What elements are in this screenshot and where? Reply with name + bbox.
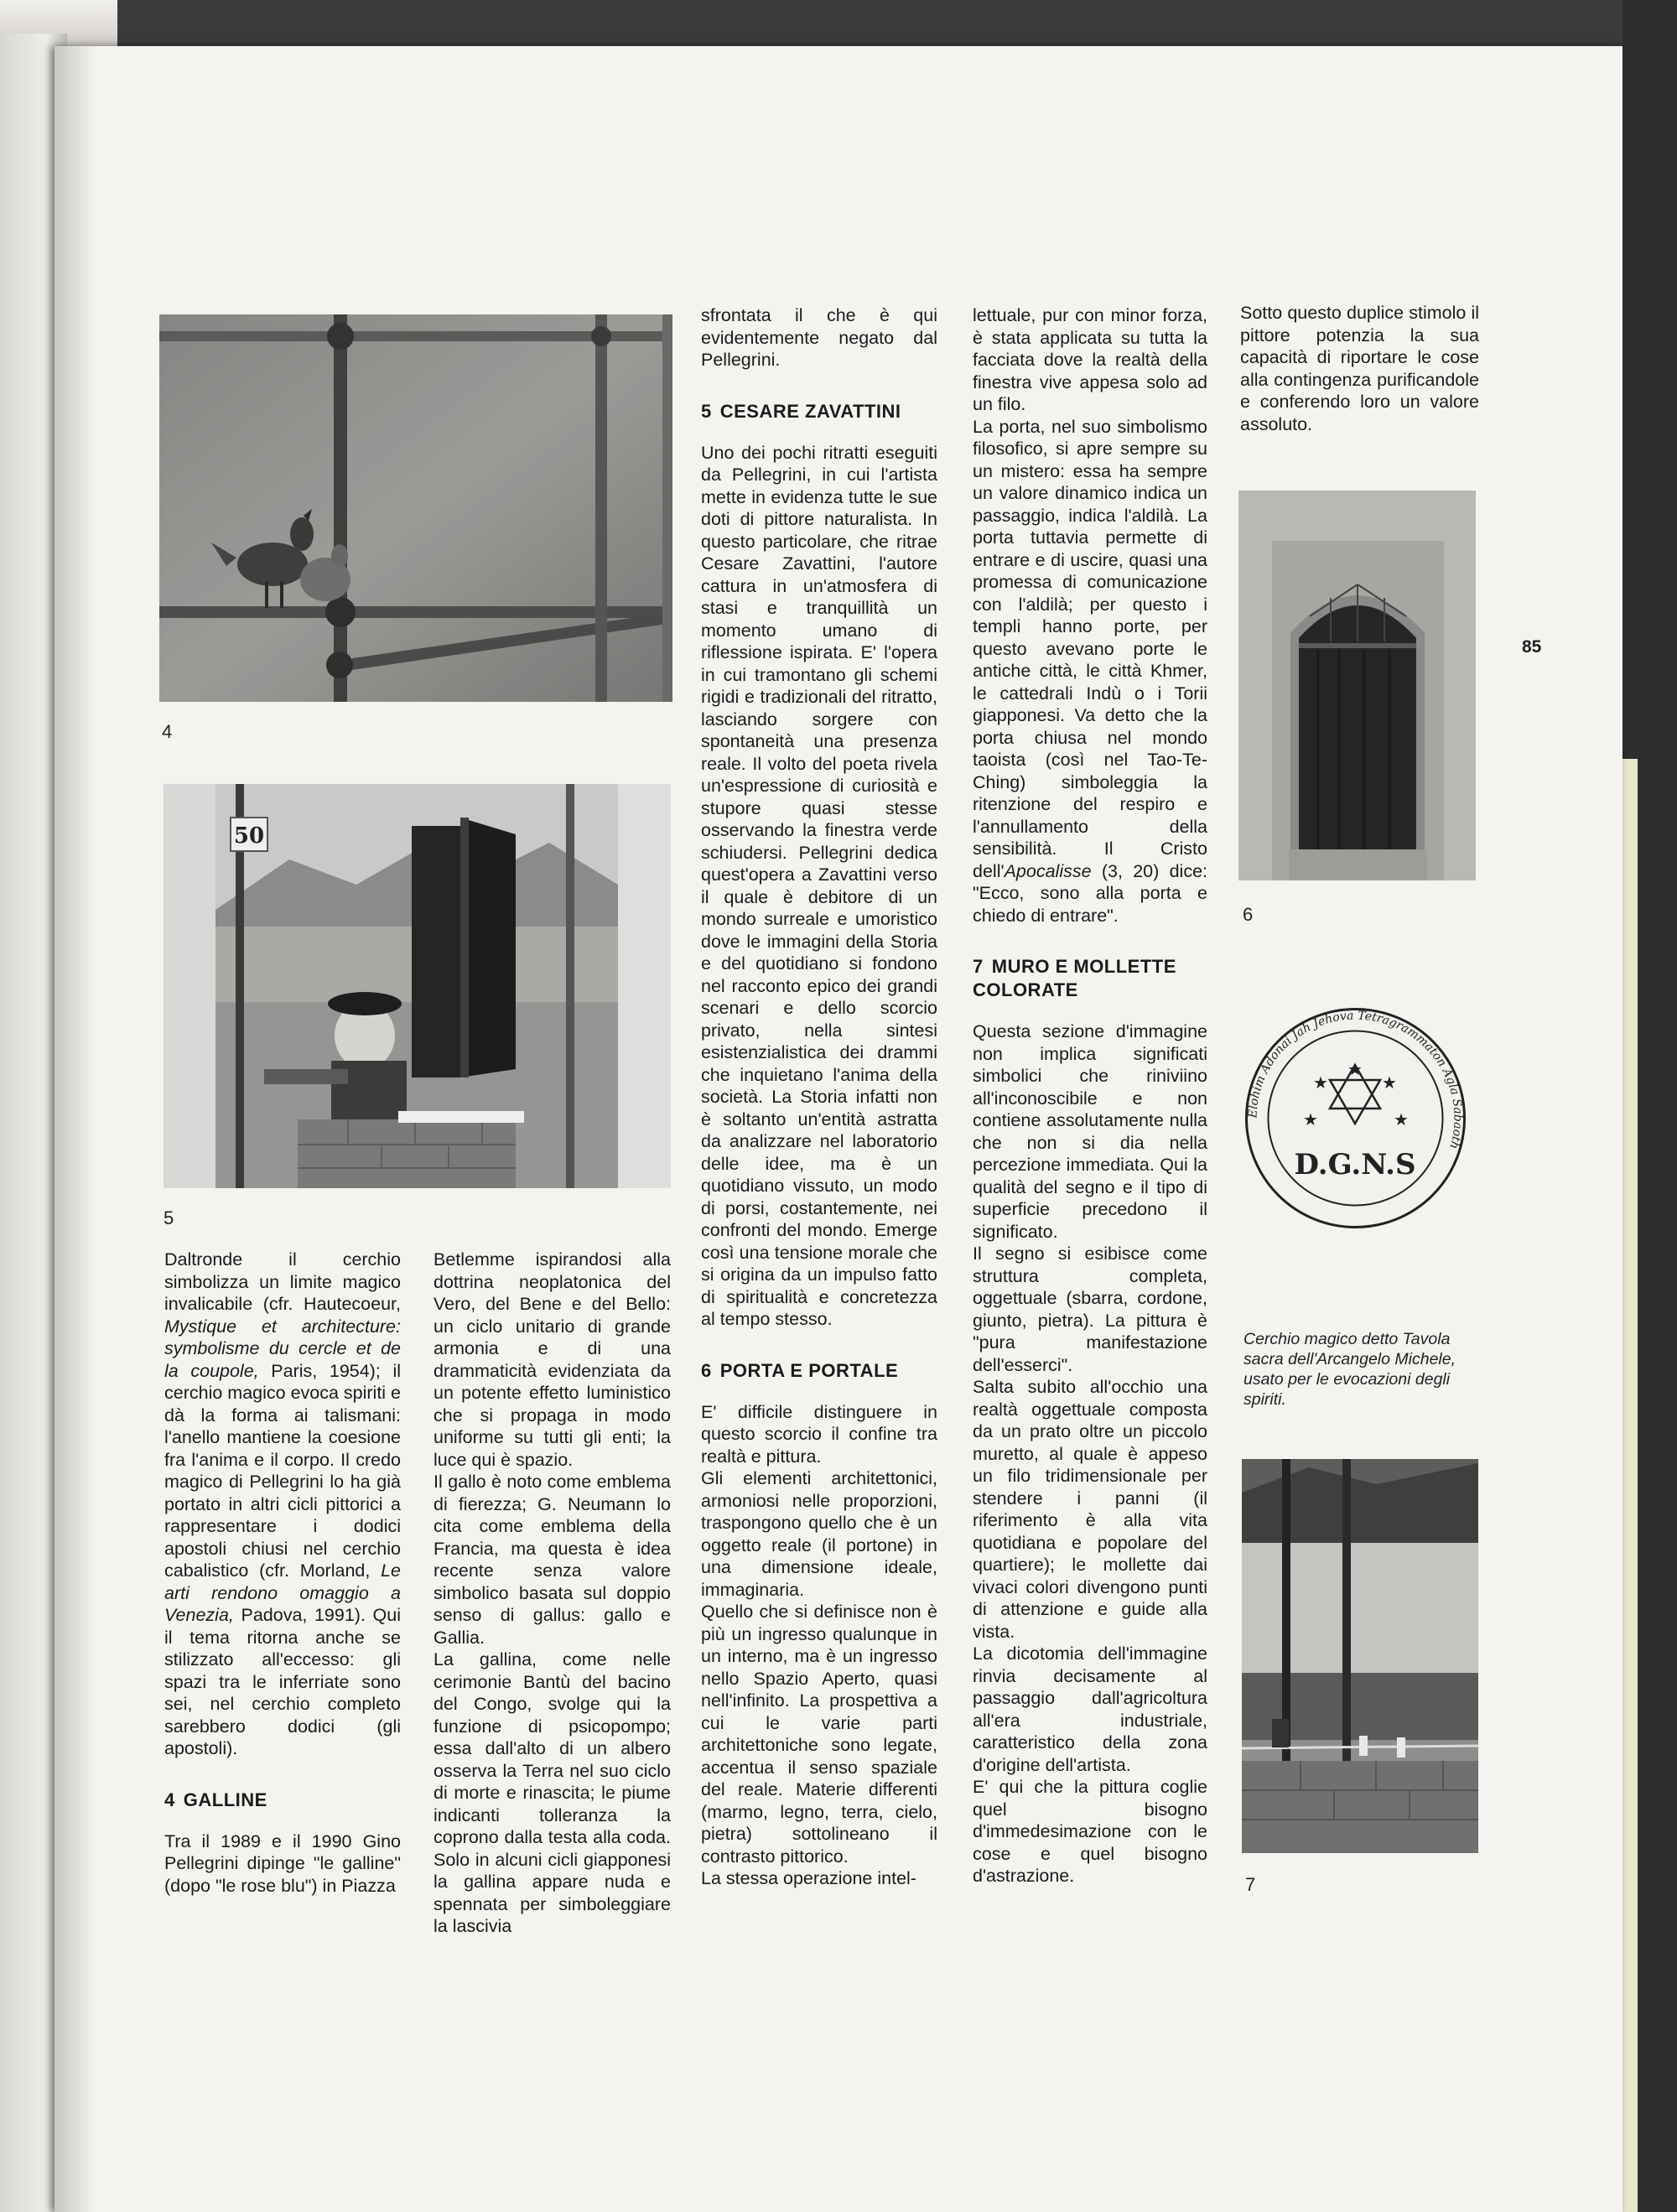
- col3-paragraph-5: Quello che si definisce non è più un ingresso qualunque in un interno, ma è un ingresso nello Spazio Aperto, quasi nell'infinito. La prospettiva a cui le varie parti architettoniche sono legate, accentua il senso spaziale del reale. Materie differenti (marmo, legno, terra, cielo, pietra) sottolineano il contrasto pittorico.: [701, 1602, 937, 1867]
- col1-paragraph-1: Daltronde il cerchio simbolizza un limite magico invalicabile (cfr. Hautecoeur, Mystique et architecture: symbolisme du cercle et de la coupole, Paris, 1954); il cerchio magico evoca spiriti e dà la forma ai talismani: l'anello mantiene la coesione fra l'anima e il corpo. Il credo magico di Pellegrini lo ha già portato in altri cicli pittorici a rappresentare i dodici apostoli chiusi nel cerchio cabalistico (cfr. Morland, Le arti rendono omaggio a Venezia, Padova, 1991). Qui il tema ritorna anche se stilizzato all'eccesso: gli spazi tra le inferriate sono sei, nel cerchio completo sarebbero dodici (gli apostoli).: [164, 1249, 402, 1758]
- col4-paragraph-3: Questa sezione d'immagine non implica significati simbolici che riniviino all'inconoscibile e non contiene assolutamente nulla che non si dia nella percezione immediata. Qui la qualità del segno e il tipo di superficie precedono il significato.: [973, 1021, 1207, 1242]
- page-number: 85: [1522, 637, 1542, 657]
- col3-paragraph-3: E' difficile distinguere in questo scorcio il confine tra realtà e pittura.: [701, 1401, 937, 1467]
- zavattini-window-painting: [164, 784, 671, 1188]
- figure-5-photo: [164, 784, 671, 1188]
- col3-paragraph-2: Uno dei pochi ritratti eseguiti da Pellegrini, in cui l'artista mette in evidenza tutte le sue doti di pittore naturalista. In questo particolare, che ritrae Cesare Zavattini, l'autore cattura in un'atmosfera di stasi e tranquillità un momento umano di riflessione ispirata. E' l'opera in cui tramontano gli schemi rigidi e tradizionali del ritratto, lasciando sorgere con spontaneità una presenza reale. Il volto del poeta rivela un'espressione di curiosità e stupore quasi stesse osservando la finestra verde schiudersi. Pellegrini dedica quest'opera a Zavattini verso il quale è debitore di un mondo surreale e umoristico dove le immagini della Storia e del quotidiano si fondono nel racconto epico dei grandi scenari e dello scorcio privato, nella sintesi esistenzialistica dei drammi che inquietano l'anima della società. La Storia infatti non è soltanto un'entità astratta da analizzare nel laboratorio delle idee, ma è un quotidiano vissuto, un modo di porsi, costantemente, nei confronti del mondo. Emerge così una tensione morale che si origina da un impulso fatto di spiritualità e concretezza al tempo stesso.: [701, 442, 937, 1329]
- col2-paragraph-1: Betlemme ispirandosi alla dottrina neoplatonica del Vero, del Bene e del Bello: un ciclo unitario di grande armonia e di una drammaticità evidenziata da un potente effetto luministico che si propaga in modo uniforme su tutti gli enti; la luce qui è spazio.: [434, 1249, 671, 1470]
- magic-circle-figure: [1243, 1006, 1467, 1230]
- text-column-5: [1240, 302, 1479, 435]
- text-column-1: [164, 1249, 401, 1897]
- section-6-heading: 6 PORTA E PORTALE: [701, 1359, 899, 1381]
- text-column-2: [434, 1249, 671, 1938]
- seal-lettering: Elohim Adonai Jah Jehova Tetragrammaton Agla Sabaoth: [1246, 1009, 1465, 1150]
- text-column-3: [701, 304, 937, 1890]
- figure-5-number: 5: [164, 1207, 174, 1228]
- figure-4-number: 4: [162, 721, 173, 742]
- figure-7-photo: [1242, 1459, 1478, 1853]
- portal-door-photo: [1238, 491, 1476, 880]
- magic-circle-seal: [1243, 1006, 1467, 1230]
- col4-paragraph-4: Il segno si esibisce come struttura completa, oggettuale (sbarra, cordone, giunto, pietra). La pittura è "pura manifestazione dell'esserci".: [973, 1244, 1207, 1375]
- col4-paragraph-7: E' qui che la pittura coglie quel bisogno d'immedesimazione con le cose e quel bisogno d'astrazione.: [973, 1777, 1207, 1886]
- seal-caption: Cerchio magico detto Tavola sacra dell'Arcangelo Michele, usato per le evocazioni degli spiriti.: [1243, 1330, 1456, 1409]
- section-5-heading: 5 CESARE ZAVATTINI: [701, 400, 901, 422]
- chickens-on-scaffold-photo: [159, 314, 672, 702]
- svg-text:★: ★: [1347, 1061, 1363, 1079]
- figure-6-photo: [1238, 491, 1476, 880]
- col4-paragraph-2: La porta, nel suo simbolismo filosofico, si apre sempre su un mistero: essa ha sempre un valore dinamico indica un passaggio, indica l'aldilà. La porta tuttavia permette di entrare e di uscire, quasi una promessa di comunicazione con l'aldilà; per questo i templi hanno porte, per questo avevano porte le antiche città, le città Khmer, le cattedrali Indù o i Torii giapponesi. Va detto che la porta chiusa nel mondo taoista (così nel Tao-Te-Ching) simboleggia la ritenzione del respiro e l'annullamento della sensibilità. Il Cristo dell'Apocalisse (3, 20) dice: "Ecco, sono alla porta e chiedo di entrare".: [973, 416, 1207, 926]
- sign-number: 50: [233, 823, 265, 849]
- svg-text:★: ★: [1303, 1111, 1318, 1129]
- svg-text:★: ★: [1313, 1074, 1328, 1093]
- col5-paragraph-1: Sotto questo duplice stimolo il pittore potenzia la sua capacità di riportare le cose alla contingenza purificandole e conferendo loro un valore assoluto.: [1240, 303, 1479, 434]
- col3-paragraph-4: Gli elementi architettonici, armoniosi nelle proporzioni, traspongono quello che è un oggetto reale (il portone) in una dimensione ideale, immaginaria.: [701, 1468, 937, 1600]
- gutter-shadow: [55, 46, 96, 2212]
- col2-paragraph-3: La gallina, come nelle cerimonie Bantù del bacino del Congo, svolge qui la funzione di psicopompo; essa dall'alto di un albero osserva la Terra nel suo ciclo di morte e rinascita; le piume indicanti tolleranza la coprono dalla testa alla coda. Solo in alcuni cicli giapponesi la gallina appare nuda e spennata per simboleggiare la lascivia: [434, 1649, 671, 1936]
- text-column-4: [973, 304, 1207, 1887]
- figure-4-photo: [159, 314, 672, 702]
- col4-paragraph-6: La dicotomia dell'immagine rinvia decisamente al passaggio dall'agricoltura all'era industriale, caratteristico della zona d'origine dell'artista.: [973, 1643, 1207, 1775]
- seal-center-label: D.G.N.S: [1294, 1148, 1416, 1181]
- svg-text:★: ★: [1382, 1074, 1397, 1093]
- col4-paragraph-5: Salta subito all'occhio una realtà oggettuale composta da un prato oltre un piccolo muretto, al quale è appeso un filo tridimensionale per stendere i panni (il riferimento è alla vita quotidiana e popolare del quartiere); le mollette dai vivaci colori divengono punti di attenzione e guide alla vista.: [973, 1377, 1207, 1642]
- col1-paragraph-2: Tra il 1989 e il 1990 Gino Pellegrini dipinge "le galline" (dopo "le rose blu") in Piazza: [164, 1830, 401, 1896]
- svg-text:★: ★: [1394, 1111, 1409, 1129]
- col2-paragraph-2: Il gallo è noto come emblema di fierezza; G. Neumann lo cita come emblema della Francia, ma questa è idea recente senza valore simbolico basata sul doppio senso di gallus: gallo e Gallia.: [434, 1472, 671, 1648]
- section-4-heading: 4 GALLINE: [164, 1789, 267, 1810]
- col4-paragraph-1: lettuale, pur con minor forza, è stata applicata su tutta la facciata dove la realtà della finestra vive appesa solo ad un filo.: [973, 305, 1207, 414]
- wall-clothespins-painting: [1242, 1459, 1478, 1853]
- section-7-heading: 7 MURO E MOLLETTE COLORATE: [973, 956, 1176, 1000]
- figure-6-number: 6: [1243, 904, 1254, 925]
- col3-paragraph-6: La stessa operazione intel-: [701, 1868, 916, 1888]
- col3-paragraph-1: sfrontata il che è qui evidentemente negato dal Pellegrini.: [701, 305, 937, 370]
- figure-7-number: 7: [1245, 1874, 1256, 1895]
